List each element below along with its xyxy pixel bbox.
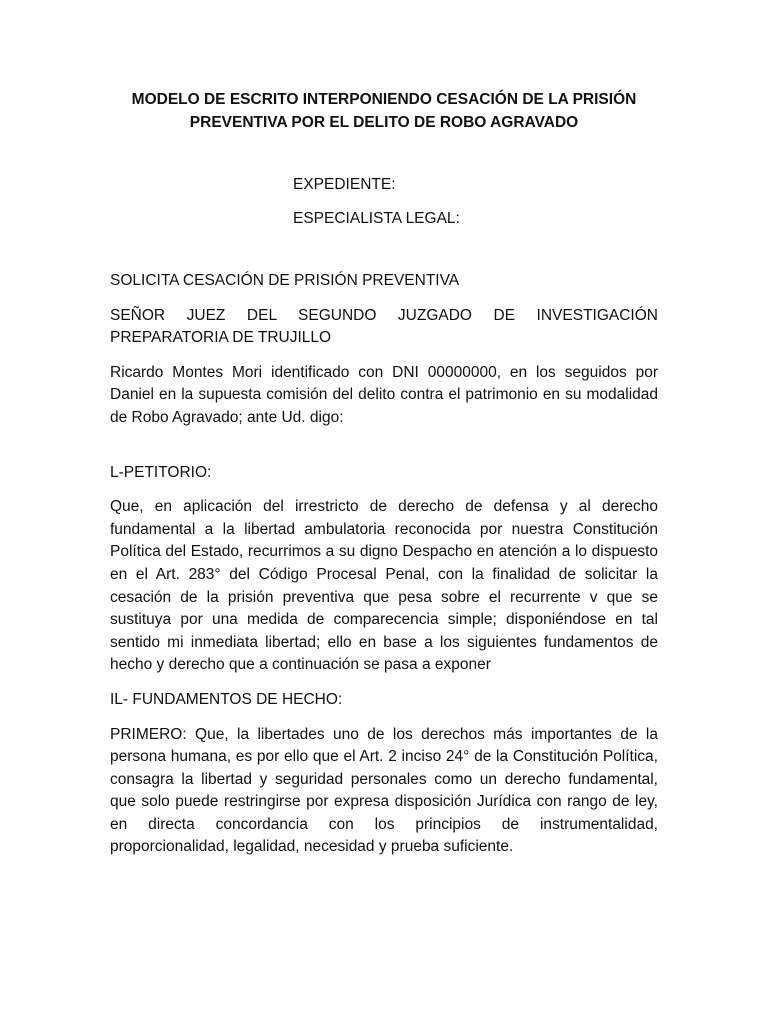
petitorio-heading: L-PETITORIO: — [110, 463, 212, 481]
case-metadata — [293, 174, 658, 230]
intro-paragraph: Ricardo Montes Mori identificado con DNI 00000000, en los seguidos por Daniel en la supuesta comisión del delito contra el patrimonio en su modalidad de Robo Agravado; ante Ud. digo: — [110, 363, 658, 426]
primero-paragraph: PRIMERO: Que, la libertades uno de los derechos más importantes de la persona humana, es por ello que el Art. 2 inciso 24° de la Constitución Política, consagra la libertad y seguridad personales como un derecho fundamental, que solo puede restringirse por expresa disposición Jurídica con rango de ley, en directa concordancia con los principios de instrumentalidad, proporcionalidad, legalidad, necesidad y prueba suficiente. — [110, 725, 658, 856]
title-line-2: PREVENTIVA POR EL DELITO DE ROBO AGRAVADO — [189, 114, 579, 131]
petitorio-paragraph: Que, en aplicación del irrestricto de derecho de defensa y al derecho fundamental a la libertad ambulatoria reconocida por nuestra Constitución Política del Estado, recurrimos a su digno Despacho en atención a lo dispuesto en el Art. 283° del Código Procesal Penal, con la finalidad de solicitar la cesación de la prisión preventiva que pesa sobre el recurrente v que se sustituya por una medida de comparecencia simple; disponiéndose en tal sentido mi inmediata libertad; ello en base a los siguientes fundamentos de hecho y derecho que a continuación se pasa a exponer — [110, 498, 658, 674]
addressee-paragraph: SEÑOR JUEZ DEL SEGUNDO JUZGADO DE INVESTIGACIÓN PREPARATORIA DE TRUJILLO — [110, 306, 658, 347]
title-line-1: MODELO DE ESCRITO INTERPONIENDO CESACIÓN DE LA PRISIÓN — [131, 91, 637, 108]
fundamentos-heading: IL- FUNDAMENTOS DE HECHO: — [110, 690, 343, 708]
especialista-label: ESPECIALISTA LEGAL: — [293, 210, 460, 227]
expediente-label: EXPEDIENTE: — [293, 176, 396, 193]
document-title — [110, 88, 658, 134]
solicita-line: SOLICITA CESACIÓN DE PRISIÓN PREVENTIVA — [110, 272, 460, 289]
